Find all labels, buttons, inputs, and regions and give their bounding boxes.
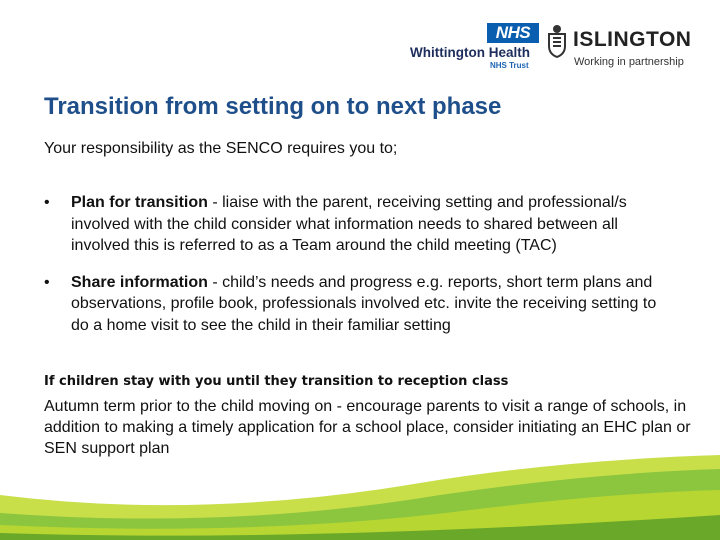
body-paragraph: Autumn term prior to the child moving on - encourage parents to visit a range of schools, in addition to making a timely application for a school place, consider initiating an EHC plan or SEN support plan	[44, 398, 691, 457]
bullet-marker: •	[44, 273, 50, 291]
council-name: ISLINGTON	[573, 28, 692, 51]
bullet-share-information	[44, 272, 674, 337]
islington-crest-icon	[546, 24, 568, 58]
bullet-marker: •	[44, 194, 50, 211]
slide-title: Transition from setting on to next phase	[44, 93, 502, 120]
header-logos	[410, 14, 710, 76]
intro-text: Your responsibility as the SENCO requires you to;	[44, 140, 398, 157]
bullet-text: - child’s needs and progress e.g. reports, short term plans and observations, profile book, professionals involved etc. invite the receiving setting to do a home visit to see the child in their familiar setting	[71, 273, 657, 334]
decorative-swoosh	[0, 455, 720, 540]
bullet-lead: Plan for transition	[71, 194, 208, 211]
section-subheading: If children stay with you until they transition to reception class	[44, 374, 509, 389]
bullet-lead: Share information	[71, 273, 208, 291]
trust-subtitle: NHS Trust	[490, 61, 529, 70]
bullet-list	[44, 192, 674, 351]
nhs-logo: NHS	[487, 23, 539, 43]
bullet-text: - liaise with the parent, receiving setting and professional/s involved with the child consider what information needs to shared between all involved this is referred to as a Team around the child meeting (TAC)	[71, 194, 627, 254]
council-tagline: Working in partnership	[574, 56, 684, 68]
bullet-plan-transition	[44, 192, 674, 257]
trust-name: Whittington Health	[410, 45, 530, 60]
